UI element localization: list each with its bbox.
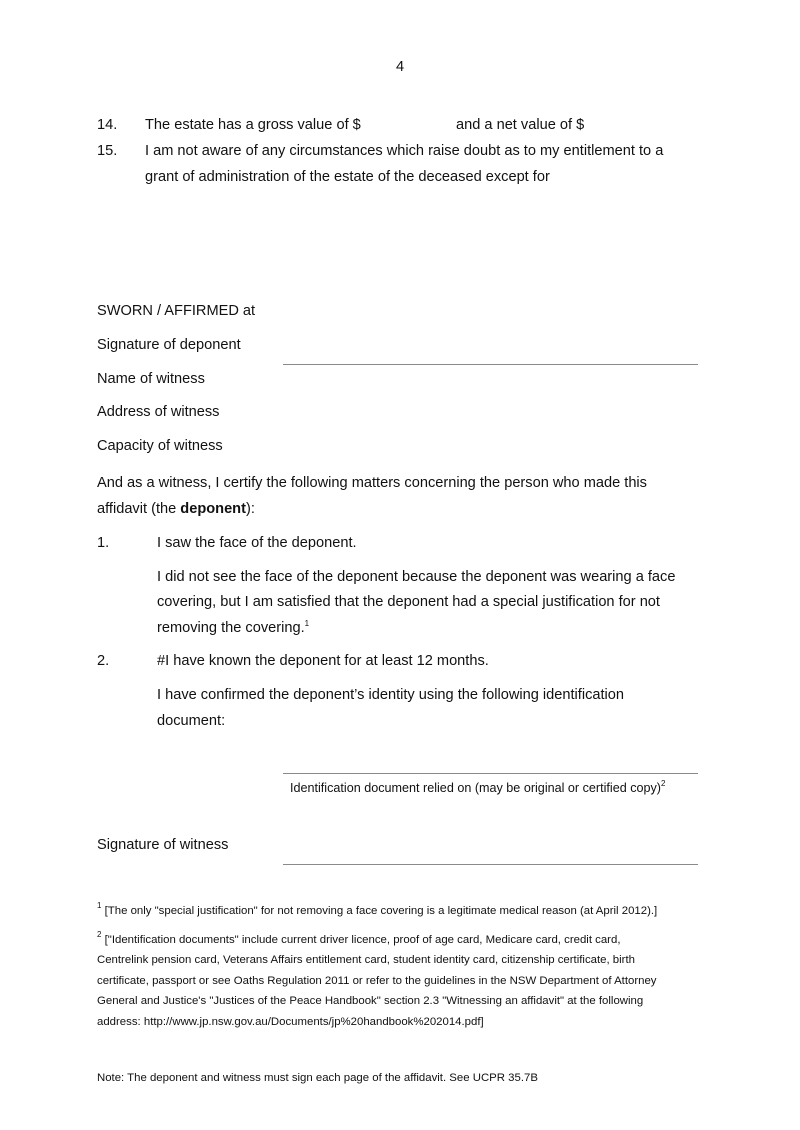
page-note: Note: The deponent and witness must sign each page of the affidavit. See UCPR 35.7B (97, 1072, 538, 1084)
item-14-number: 14. (97, 117, 118, 133)
footnote-2-line-1-text: ["Identification documents" include current driver licence, proof of age card, Medicare card, credit card, (104, 934, 621, 946)
item-15-number: 15. (97, 143, 118, 159)
signature-witness-label: Signature of witness (97, 837, 229, 853)
matter-2-number: 2. (97, 653, 110, 669)
item-15-line-1: I am not aware of any circumstances which raise doubt as to my entitlement to a (145, 143, 664, 159)
footnote-2-line-4: General and Justice's "Justices of the Peace Handbook" section 2.3 "Witnessing an affidavit" at the following (97, 995, 644, 1007)
footnote-2-mark: 2 (97, 930, 102, 939)
address-witness-label: Address of witness (97, 404, 220, 420)
footnote-1-mark: 1 (97, 901, 102, 910)
footnote-1-text: [The only "special justification" for not removing a face covering is a legitimate medical reason (at April 2012).] (104, 905, 658, 917)
certify-line-2-pre: affidavit (the (97, 501, 181, 517)
page-number: 4 (396, 59, 405, 75)
matter-2-option-b-line-2: document: (157, 713, 226, 729)
sworn-affirmed-label: SWORN / AFFIRMED at (97, 303, 256, 319)
capacity-witness-label: Capacity of witness (97, 438, 223, 454)
signature-deponent-line (283, 364, 698, 365)
matter-1-option-b-line-3-text: removing the covering. (157, 620, 305, 636)
footnote-ref-2: 2 (661, 779, 666, 788)
identification-document-caption-text: Identification document relied on (may be original or certified copy) (290, 781, 662, 795)
footnote-ref-1: 1 (304, 619, 310, 628)
matter-2-option-b-line-1: I have confirmed the deponent’s identity using the following identification (157, 687, 625, 703)
footnote-2-line-5: address: http://www.jp.nsw.gov.au/Documents/jp%20handbook%202014.pdf] (97, 1016, 484, 1028)
matter-1-option-b-line-3 (157, 619, 309, 637)
matter-2-option-a: #I have known the deponent for at least 12 months. (157, 653, 489, 669)
footnote-2-line-3: certificate, passport or see Oaths Regulation 2011 or refer to the guidelines in the NSW Department of Attorney (97, 975, 657, 987)
matter-1-option-a: I saw the face of the deponent. (157, 535, 357, 551)
matter-1-number: 1. (97, 535, 110, 551)
matter-1-option-b-line-2: covering, but I am satisfied that the deponent had a special justification for not (157, 594, 660, 610)
matter-1-option-b-line-1: I did not see the face of the deponent because the deponent was wearing a face (157, 569, 676, 585)
footnote-2-line-1 (97, 930, 621, 947)
footnote-1 (97, 901, 658, 918)
item-15-line-2: grant of administration of the estate of the deceased except for (145, 169, 550, 185)
item-14-net-value: and a net value of $ (456, 117, 585, 133)
certify-line-2-post: ): (245, 501, 255, 517)
certify-line-2 (97, 500, 255, 518)
signature-deponent-label: Signature of deponent (97, 337, 241, 353)
identification-document-caption (290, 780, 665, 796)
name-witness-label: Name of witness (97, 371, 205, 387)
footnote-2-line-2: Centrelink pension card, Veterans Affairs entitlement card, student identity card, citizenship certificate, birth (97, 954, 635, 966)
identification-document-line (283, 773, 698, 774)
signature-witness-line (283, 864, 698, 865)
deponent-term: deponent (180, 501, 246, 517)
item-14-gross-value: The estate has a gross value of $ (145, 117, 361, 133)
certify-line-1: And as a witness, I certify the following matters concerning the person who made this (97, 475, 647, 491)
